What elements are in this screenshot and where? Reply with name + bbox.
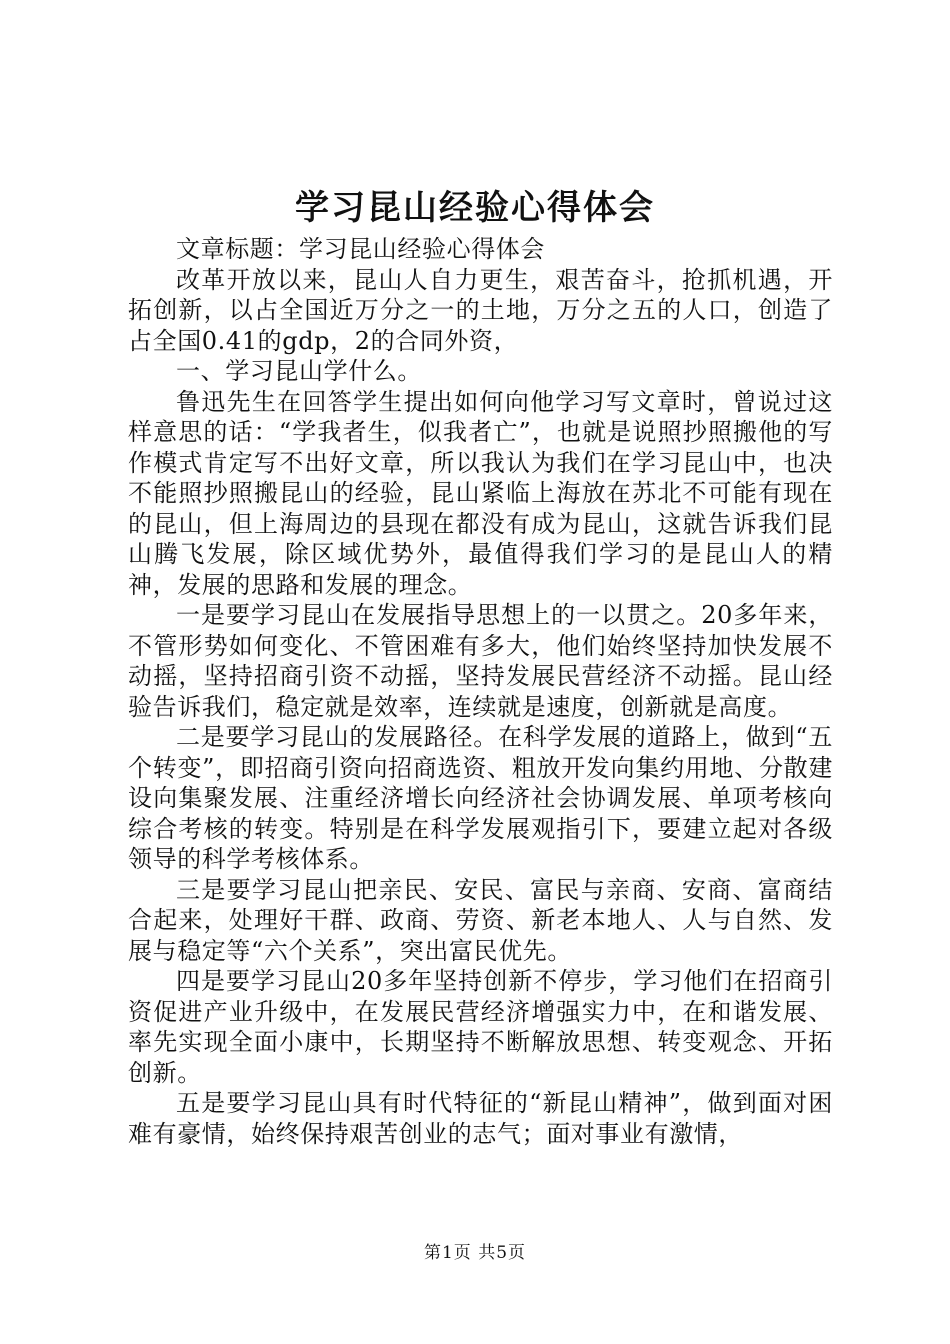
paragraph-article-title: 文章标题：学习昆山经验心得体会	[176, 235, 545, 263]
paragraph-point-5: 五是要学习昆山具有时代特征的“新昆山精神”，做到面对困难有豪情，始终保持艰苦创业的志气；面对事业有激情，	[128, 1089, 833, 1148]
document-body	[128, 234, 833, 1149]
section-heading-1: 一、学习昆山学什么。	[176, 357, 422, 385]
document-title: 学习昆山经验心得体会	[295, 188, 655, 228]
page-number-footer: 第1页 共5页	[423, 1243, 527, 1263]
paragraph-lu-xun: 鲁迅先生在回答学生提出如何向他学习写文章时，曾说过这样意思的话：“学我者生，似我者亡”，也就是说照抄照搬他的写作模式肯定写不出好文章，所以我认为我们在学习昆山中，也决不能照抄照搬昆山的经验，昆山紧临上海放在苏北不可能有现在的昆山，但上海周边的县现在都没有成为昆山，这就告诉我们昆山腾飞发展，除区域优势外，最值得我们学习的是昆山人的精神，发展的思路和发展的理念。	[128, 387, 833, 599]
paragraph-point-2: 二是要学习昆山的发展路径。在科学发展的道路上，做到“五个转变”，即招商引资向招商选资、粗放开发向集约用地、分散建设向集聚发展、注重经济增长向经济社会协调发展、单项考核向综合考核的转变。特别是在科学发展观指引下，要建立起对各级领导的科学考核体系。	[128, 723, 833, 873]
paragraph-intro: 改革开放以来，昆山人自力更生，艰苦奋斗，抢抓机遇，开拓创新，以占全国近万分之一的土地，万分之五的人口，创造了占全国0.41的gdp，2的合同外资，	[128, 265, 833, 355]
paragraph-point-1: 一是要学习昆山在发展指导思想上的一以贯之。20多年来，不管形势如何变化、不管困难有多大，他们始终坚持加快发展不动摇，坚持招商引资不动摇，坚持发展民营经济不动摇。昆山经验告诉我们，稳定就是效率，连续就是速度，创新就是高度。	[128, 601, 833, 721]
paragraph-point-3: 三是要学习昆山把亲民、安民、富民与亲商、安商、富商结合起来，处理好干群、政商、劳资、新老本地人、人与自然、发展与稳定等“六个关系”，突出富民优先。	[128, 875, 833, 965]
paragraph-point-4: 四是要学习昆山20多年坚持创新不停步，学习他们在招商引资促进产业升级中，在发展民营经济增强实力中，在和谐发展、率先实现全面小康中，长期坚持不断解放思想、转变观念、开拓创新。	[128, 967, 833, 1087]
